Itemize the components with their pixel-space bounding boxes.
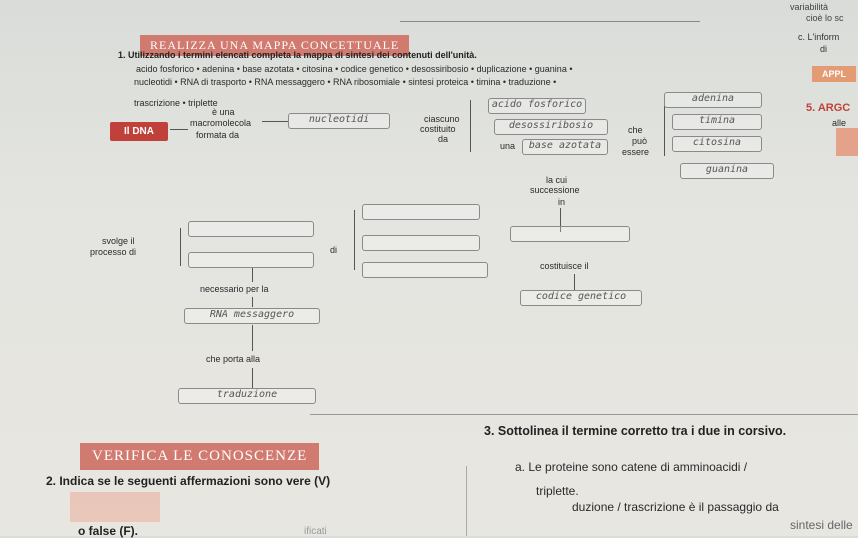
label-la-cui: la cui xyxy=(546,175,568,185)
label-una: una xyxy=(500,141,516,151)
answer-guanina[interactable]: guanina xyxy=(680,163,774,179)
label-processo-di: processo di xyxy=(90,247,137,257)
label-puo: può xyxy=(632,136,648,146)
top-divider xyxy=(400,21,700,22)
answer-desossiribosio[interactable]: desossiribosio xyxy=(494,119,608,135)
corner-colored-box xyxy=(836,128,858,156)
question-3: 3. Sottolinea il termine corretto tra i due in corsivo. xyxy=(484,424,787,438)
answer-adenina[interactable]: adenina xyxy=(664,92,762,108)
answer-codice-genetico[interactable]: codice genetico xyxy=(520,290,642,306)
connector xyxy=(252,325,253,351)
label-che-porta-alla: che porta alla xyxy=(206,354,261,364)
connector xyxy=(470,100,471,152)
label-svolge-il: svolge il xyxy=(102,236,135,246)
blank-di-2[interactable] xyxy=(362,235,480,251)
answer-citosina[interactable]: citosina xyxy=(672,136,762,152)
section-banner-verifica: VERIFICA LE CONOSCENZE xyxy=(80,443,319,470)
label-di: di xyxy=(330,245,338,255)
label-costituito: costituito xyxy=(420,124,456,134)
connector xyxy=(262,121,288,122)
connector xyxy=(180,228,181,266)
label-in: in xyxy=(558,197,566,207)
label-formata-da: formata da xyxy=(196,130,240,140)
label-che: che xyxy=(628,125,643,135)
answer-rna-messaggero[interactable]: RNA messaggero xyxy=(184,308,320,324)
corner-text-variabilita: variabilità xyxy=(790,2,829,12)
terms-line-3: trascrizione • triplette xyxy=(134,98,218,108)
instruction-1: 1. Utilizzando i termini elencati completa la mappa di sintesi dei contenuti dell'unità. xyxy=(118,50,477,60)
section-banner-mappa: REALIZZA UNA MAPPA CONCETTUALE xyxy=(140,35,409,56)
connector xyxy=(574,274,575,290)
label-successione: successione xyxy=(530,185,580,195)
question-2: 2. Indica se le seguenti affermazioni sono vere (V) xyxy=(46,474,331,488)
answer-traduzione[interactable]: traduzione xyxy=(178,388,316,404)
connector xyxy=(252,297,253,307)
label-da: da xyxy=(438,134,449,144)
dna-node: Il DNA xyxy=(110,122,168,141)
terms-line-2: nucleotidi • RNA di trasporto • RNA messaggero • RNA ribosomiale • sintesi proteica • timina • traduzione • xyxy=(134,77,557,87)
question-3b-end: sintesi delle xyxy=(790,518,853,532)
section-5-label: 5. ARGC xyxy=(806,102,851,114)
question-3a-end: triplette. xyxy=(536,484,579,498)
column-divider xyxy=(466,466,467,536)
answer-timina[interactable]: timina xyxy=(672,114,762,130)
answer-nucleotidi[interactable]: nucleotidi xyxy=(288,113,390,129)
label-e-una: è una xyxy=(212,107,235,117)
blank-processo-2[interactable] xyxy=(188,252,314,268)
terms-line-1: acido fosforico • adenina • base azotata • citosina • codice genetico • desossiribosio • duplicazione • guanina • xyxy=(136,64,573,74)
answer-acido-fosforico[interactable]: acido fosforico xyxy=(488,98,586,114)
answer-base-azotata[interactable]: base azotata xyxy=(522,139,608,155)
blank-processo-1[interactable] xyxy=(188,221,314,237)
label-macromolecola: macromolecola xyxy=(190,118,252,128)
appl-banner: APPL xyxy=(812,66,856,82)
blank-di-1[interactable] xyxy=(362,204,480,220)
connector xyxy=(252,268,253,282)
corner-item-c: c. L'inform xyxy=(798,32,840,42)
connector xyxy=(252,368,253,388)
connector xyxy=(354,210,355,270)
blank-di-3[interactable] xyxy=(362,262,488,278)
middle-divider xyxy=(310,414,858,415)
label-necessario-per-la: necessario per la xyxy=(200,284,269,294)
question-3a: a. Le proteine sono catene di amminoacidi / xyxy=(515,460,748,474)
question-3b: duzione / trascrizione è il passaggio da xyxy=(572,500,779,514)
label-ciascuno: ciascuno xyxy=(424,114,460,124)
connector xyxy=(170,129,188,130)
faint-text: ificati xyxy=(304,526,327,537)
label-costituisce-il: costituisce il xyxy=(540,261,589,271)
corner-alle: alle xyxy=(832,118,847,128)
label-essere: essere xyxy=(622,147,650,157)
blank-triplette[interactable] xyxy=(510,226,630,242)
question-2b: o false (F). xyxy=(78,524,139,538)
highlight-patch xyxy=(70,492,160,522)
corner-text-cioe: cioè lo sc xyxy=(806,13,844,23)
corner-item-c2: di xyxy=(820,44,828,54)
